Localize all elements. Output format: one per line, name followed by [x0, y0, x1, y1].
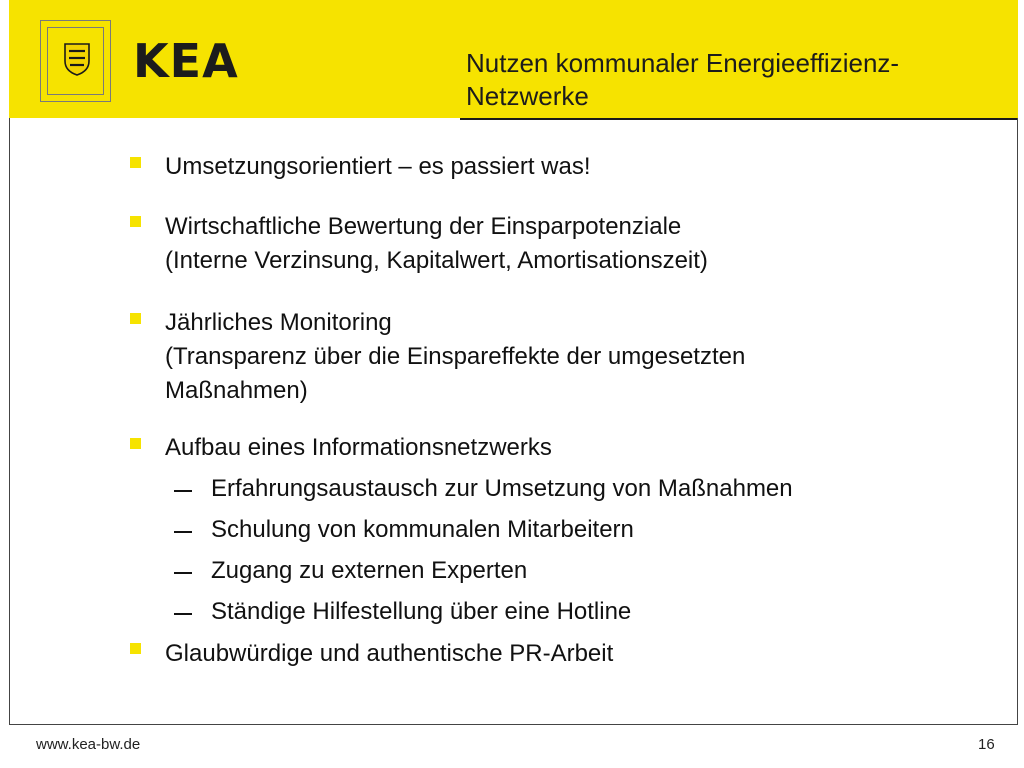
page-number: 16 — [978, 736, 995, 753]
bullet-square-icon — [130, 313, 141, 324]
dash-icon — [174, 572, 192, 574]
sub-bullet-item: Erfahrungsaustausch zur Umsetzung von Maßnahmen — [211, 475, 793, 502]
sub-bullet-item: Zugang zu externen Experten — [211, 557, 528, 584]
slide-title-line-1: Nutzen kommunaler Energieeffizienz- — [466, 48, 900, 78]
bullet-item: Glaubwürdige und authentische PR-Arbeit — [165, 640, 614, 667]
bullet-square-icon — [130, 438, 141, 449]
brand-logo-text: KEA — [133, 34, 239, 88]
bullet-line: Jährliches Monitoring — [165, 309, 392, 336]
bullet-line: Wirtschaftliche Bewertung der Einsparpotenziale — [165, 213, 682, 240]
bullet-line: Maßnahmen) — [165, 377, 308, 404]
bullet-square-icon — [130, 216, 141, 227]
footer-url: www.kea-bw.de — [36, 736, 141, 753]
dash-icon — [174, 531, 192, 533]
bullet-item: Aufbau eines Informationsnetzwerks — [165, 434, 552, 461]
dash-icon — [174, 613, 192, 615]
bullet-item: Umsetzungsorientiert – es passiert was! — [165, 153, 591, 180]
bullet-item — [165, 210, 965, 278]
slide-title-line-2: Netzwerke — [466, 81, 589, 111]
sub-bullet-item: Ständige Hilfestellung über eine Hotline — [211, 598, 632, 625]
bullet-square-icon — [130, 157, 141, 168]
sub-bullet-item: Schulung von kommunalen Mitarbeitern — [211, 516, 634, 543]
bullet-line: (Interne Verzinsung, Kapitalwert, Amortisationszeit) — [165, 247, 708, 274]
bullet-line: (Transparenz über die Einspareffekte der umgesetzten — [165, 343, 746, 370]
bullet-square-icon — [130, 643, 141, 654]
dash-icon — [174, 490, 192, 492]
bullet-item — [165, 306, 965, 408]
